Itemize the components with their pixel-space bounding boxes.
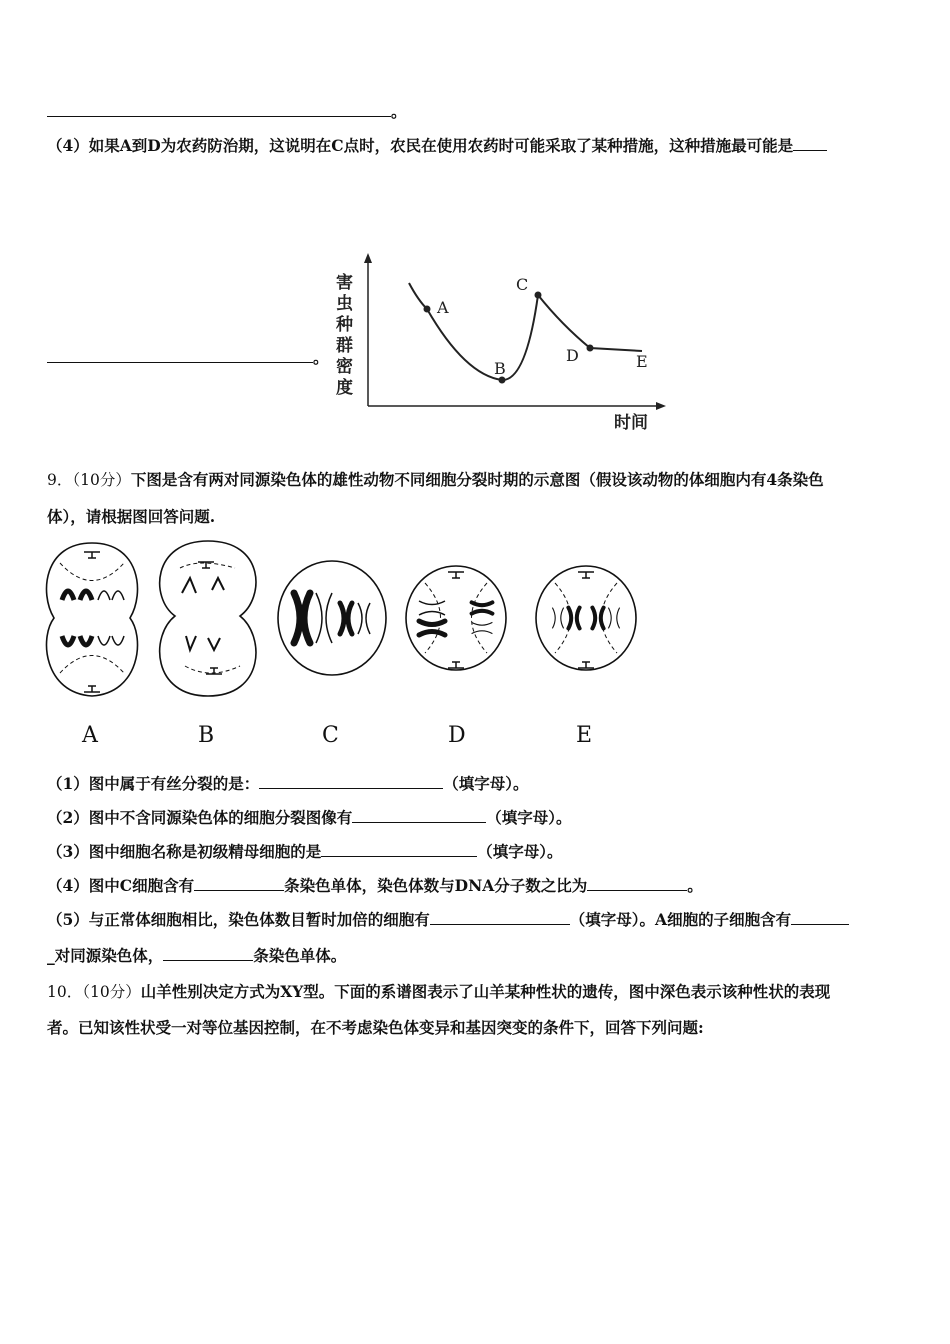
ylabel-char: 害	[336, 273, 353, 293]
ylabel-char: 虫	[336, 294, 353, 314]
question-9-4: （4）图中C细胞含有 条染色单体，染色体数与DNA分子数之比为 。	[47, 876, 703, 895]
question-9-stem-1: 9．（10分）下图是含有两对同源染色体的雄性动物不同细胞分裂时期的示意图（假设该动物的体细胞内有4条染色	[47, 470, 824, 489]
x-axis-arrow	[656, 402, 666, 410]
answer-line-prev: 。	[47, 102, 407, 122]
cell-a	[46, 543, 137, 696]
point-a	[424, 306, 431, 313]
ylabel-char: 群	[336, 336, 353, 356]
cell-division-figure	[40, 538, 650, 750]
point-label-e: E	[636, 352, 648, 371]
answer-blank	[163, 946, 253, 961]
question-9-1: （1）图中属于有丝分裂的是： （填字母）。	[47, 774, 529, 793]
cell-d	[406, 566, 506, 670]
cell-e	[536, 566, 636, 670]
point-label-c: C	[516, 275, 529, 294]
answer-blank	[47, 348, 313, 363]
question-9-3: （3）图中细胞名称是初级精母细胞的是 （填字母）。	[47, 842, 563, 861]
question-8-4-text: （4）如果A到D为农药防治期，这说明在C点时，农民在使用农药时可能采取了某种措施，这种措施最可能是	[47, 136, 794, 155]
point-label-a: A	[437, 298, 449, 317]
point-label-b: B	[494, 359, 506, 378]
answer-blank	[587, 876, 687, 891]
point-c	[535, 292, 542, 299]
y-axis-arrow	[364, 253, 372, 263]
point-label-d: D	[566, 346, 579, 365]
cell-label-d: D	[448, 723, 466, 748]
cell-label-b: B	[198, 723, 215, 748]
cell-label-c: C	[322, 723, 339, 748]
question-10-stem-2: 者。已知该性状受一对等位基因控制，在不考虑染色体变异和基因突变的条件下，回答下列问题:	[47, 1018, 704, 1037]
ylabel-char: 密	[336, 357, 353, 377]
cell-label-e: E	[576, 723, 593, 748]
question-9-5-cont: _对同源染色体， 条染色单体。	[47, 946, 347, 965]
cell-label-a: A	[82, 723, 98, 748]
answer-blank	[259, 774, 443, 789]
ylabel-char: 度	[336, 378, 353, 398]
answer-blank	[791, 910, 849, 925]
cell-c	[278, 561, 386, 675]
answer-blank	[47, 102, 391, 117]
question-9-number: 9．（10分）	[47, 471, 131, 489]
question-9-2: （2）图中不含同源染色体的细胞分裂图像有 （填字母）。	[47, 808, 572, 827]
question-9-5: （5）与正常体细胞相比，染色体数目暂时加倍的细胞有 （填字母）。A细胞的子细胞含有	[47, 910, 849, 930]
answer-blank	[321, 842, 477, 857]
answer-line-8-4: 。	[47, 348, 329, 368]
question-9-stem-2: 体），请根据图回答问题.	[47, 507, 216, 526]
cell-b	[160, 541, 256, 696]
point-d	[587, 345, 594, 352]
pest-density-graph	[330, 245, 675, 435]
question-8-4	[47, 136, 827, 156]
answer-blank	[352, 808, 486, 823]
question-10-stem-1: 10．（10分）山羊性别决定方式为XY型。下面的系谱图表示了山羊某种性状的遗传，图中深色表示该种性状的表现	[47, 982, 831, 1001]
ylabel-char: 种	[336, 315, 353, 335]
answer-blank	[793, 136, 827, 151]
answer-blank	[194, 876, 284, 891]
answer-blank	[430, 910, 570, 925]
graph-xlabel: 时间	[614, 413, 648, 433]
question-10-number: 10．（10分）	[47, 983, 141, 1001]
graph-ylabel	[335, 272, 353, 398]
